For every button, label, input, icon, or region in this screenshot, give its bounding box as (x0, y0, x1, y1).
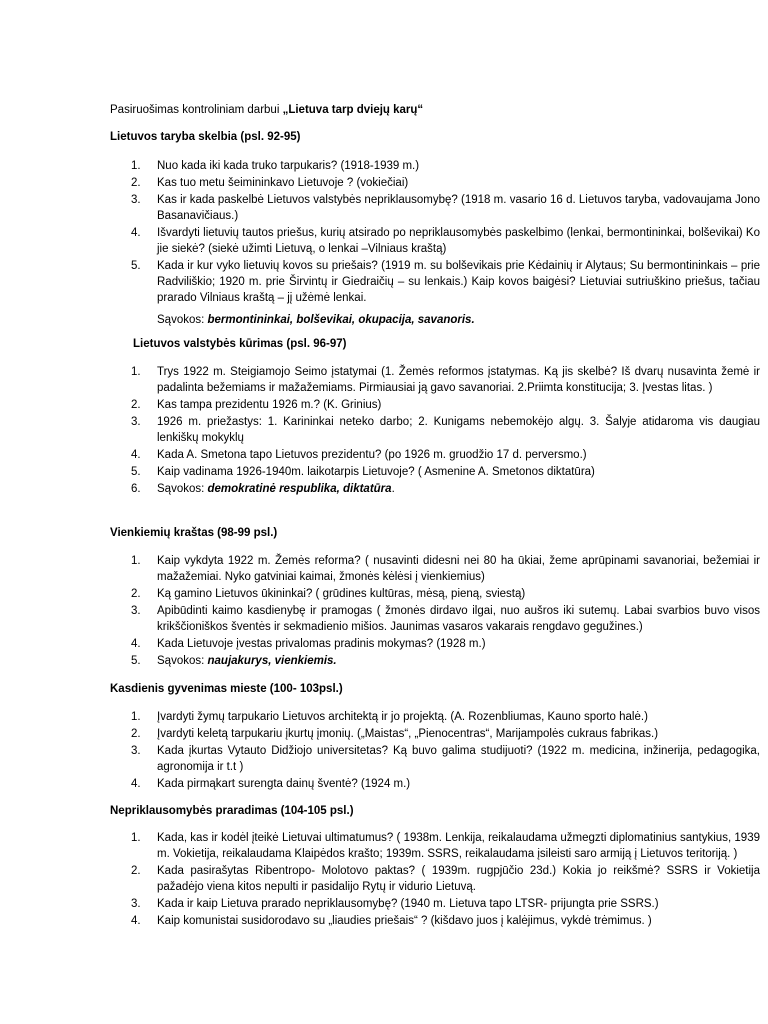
section-heading: Kasdienis gyvenimas mieste (100- 103psl.) (110, 683, 343, 695)
list-item: 3. Apibūdinti kaimo kasdienybę ir pramogas ( žmonės dirdavo ilgai, nuo aušros iki sutemų. Labai svarbios buvo visos krikščioniškos šventės ir sekmadienio mišios. Jaunimas vasaros vakarais rengdavo gegužines.) (131, 605, 760, 633)
question-list (110, 830, 760, 930)
list-item: 5. Sąvokos: naujakurys, vienkiemis. (131, 655, 337, 667)
concepts-note: Sąvokos: bermontininkai, bolševikai, okupacija, savanoris. (157, 314, 475, 326)
list-item: 4. Kada pirmąkart surengta dainų šventė? (1924 m.) (131, 778, 411, 790)
list-item: 4. Kada A. Smetona tapo Lietuvos prezidentu? (po 1926 m. gruodžio 17 d. perversmo.) (131, 449, 587, 461)
list-item: 1. Trys 1922 m. Steigiamojo Seimo įstatymai (1. Žemės reformos įstatymas. Ką jis skelbė? Iš dvarų nusavinta žemė ir padalinta bežemiams ir mažažemiams. Pirmiausiai ją gavo savanoriai. 2.Priimta konstitucija; 3. Įvestas litas. ) (131, 366, 760, 394)
list-item: 6. Sąvokos: demokratinė respublika, diktatūra. (131, 483, 395, 495)
list-item: 3. Kada įkurtas Vytauto Didžiojo universitetas? Ką buvo galima studijuoti? (1922 m. medicina, inžinerija, pedagogika, agronomija ir t.t ) (131, 745, 760, 773)
list-item: 1. Kada, kas ir kodėl įteikė Lietuvai ultimatumus? ( 1938m. Lenkija, reikalaudama užmegzti diplomatinius santykius, 1939 m. Vokietija, reikalaudama Klaipėdos krašto; 1939m. SSRS, reikalaudama įsileisti saro armiją į Lietuvos teritoriją. ) (131, 832, 760, 860)
list-item: 3. Kas ir kada paskelbė Lietuvos valstybės nepriklausomybę? (1918 m. vasario 16 d. Lietuvos taryba, vadovaujama Jono Basanavičiaus.) (131, 194, 760, 222)
list-item: 1. Nuo kada iki kada truko tarpukaris? (1918-1939 m.) (131, 160, 420, 172)
list-item: 4. Išvardyti lietuvių tautos priešus, kurių atsirado po nepriklausomybės paskelbimo (lenkai, bermontininkai, bolševikai) Ko jie siekė? (siekė užimti Lietuvą, o lenkai –Vilniaus kraštą) (131, 227, 760, 255)
list-item: 2. Ką gamino Lietuvos ūkininkai? ( grūdines kultūras, mėsą, pieną, sviestą) (131, 588, 526, 600)
list-item: 5. Kaip vadinama 1926-1940m. laikotarpis Lietuvoje? ( Asmenine A. Smetonos diktatūra) (131, 466, 595, 478)
list-item: 2. Įvardyti keletą tarpukariu įkurtų įmonių. („Maistas“, „Pienocentras“, Marijampolės cukraus fabrikas.) (131, 728, 659, 740)
list-item: 2. Kas tampa prezidentu 1926 m.? (K. Grinius) (131, 399, 382, 411)
list-item: 3. 1926 m. priežastys: 1. Karininkai neteko darbo; 2. Kunigams nebemokėjo algų. 3. Šalyje atidaroma vis daugiau lenkiškų mokyklų (131, 416, 760, 444)
title-bold: „Lietuva tarp dviejų karų“ (282, 104, 424, 116)
concepts-terms: demokratinė respublika, diktatūra (207, 483, 392, 495)
list-item: 2. Kas tuo metu šeimininkavo Lietuvoje ? (vokiečiai) (131, 177, 409, 189)
question-list (110, 158, 760, 307)
section-heading: Lietuvos valstybės kūrimas (psl. 96-97) (133, 338, 347, 350)
list-item: 1. Kaip vykdyta 1922 m. Žemės reforma? ( nusavinti didesni nei 80 ha ūkiai, žeme aprūpinami savanoriai, bežemiai ir mažažemiai. Nyko gatviniai kaimai, žmonės kėlėsi į vienkiemius) (131, 555, 760, 583)
question-list (110, 364, 760, 498)
list-item: 3. Kada ir kaip Lietuva prarado nepriklausomybę? (1940 m. Lietuva tapo LTSR- prijungta prie SSRS.) (131, 898, 659, 910)
list-item: 4. Kada Lietuvoje įvestas privalomas pradinis mokymas? (1928 m.) (131, 638, 486, 650)
concepts-terms: bermontininkai, bolševikai, okupacija, savanoris. (207, 314, 475, 326)
section-heading: Nepriklausomybės praradimas (104-105 psl.) (110, 805, 354, 817)
list-item: 4. Kaip komunistai susidorodavo su „liaudies priešais“ ? (kišdavo juos į kalėjimus, vykdė trėmimus. ) (131, 915, 652, 927)
section-heading: Vienkiemių kraštas (98-99 psl.) (110, 527, 278, 539)
concepts-terms: naujakurys, vienkiemis. (207, 655, 337, 667)
list-item: 2. Kada pasirašytas Ribentropo- Molotovo paktas? ( 1939m. rugpjūčio 23d.) Kokia jo reikšmė? SSRS ir Vokietija pažadėjo viena kitos nepulti ir pasidalijo Rytų ir vidurio Lietuvą. (131, 865, 760, 893)
question-list (110, 709, 760, 793)
question-list (110, 553, 760, 670)
document-title (110, 104, 423, 116)
section-heading: Lietuvos taryba skelbia (psl. 92-95) (110, 131, 301, 143)
title-plain: Pasiruošimas kontroliniam darbui (110, 104, 283, 116)
list-item: 5. Kada ir kur vyko lietuvių kovos su priešais? (1919 m. su bolševikais prie Kėdainių ir Alytaus; Su bermontininkais – prie Radviliškio; 1920 m. prie Širvintų ir Giedraičių – su lenkais.) Kaip kovos baigėsi? Lietuviai sutriuškino priešus, tačiau prarado Vilniaus kraštą – jį užėmė lenkai. (131, 260, 760, 304)
list-item: 1. Įvardyti žymų tarpukario Lietuvos architektą ir jo projektą. (A. Rozenbliumas, Kauno sporto halė.) (131, 711, 648, 723)
